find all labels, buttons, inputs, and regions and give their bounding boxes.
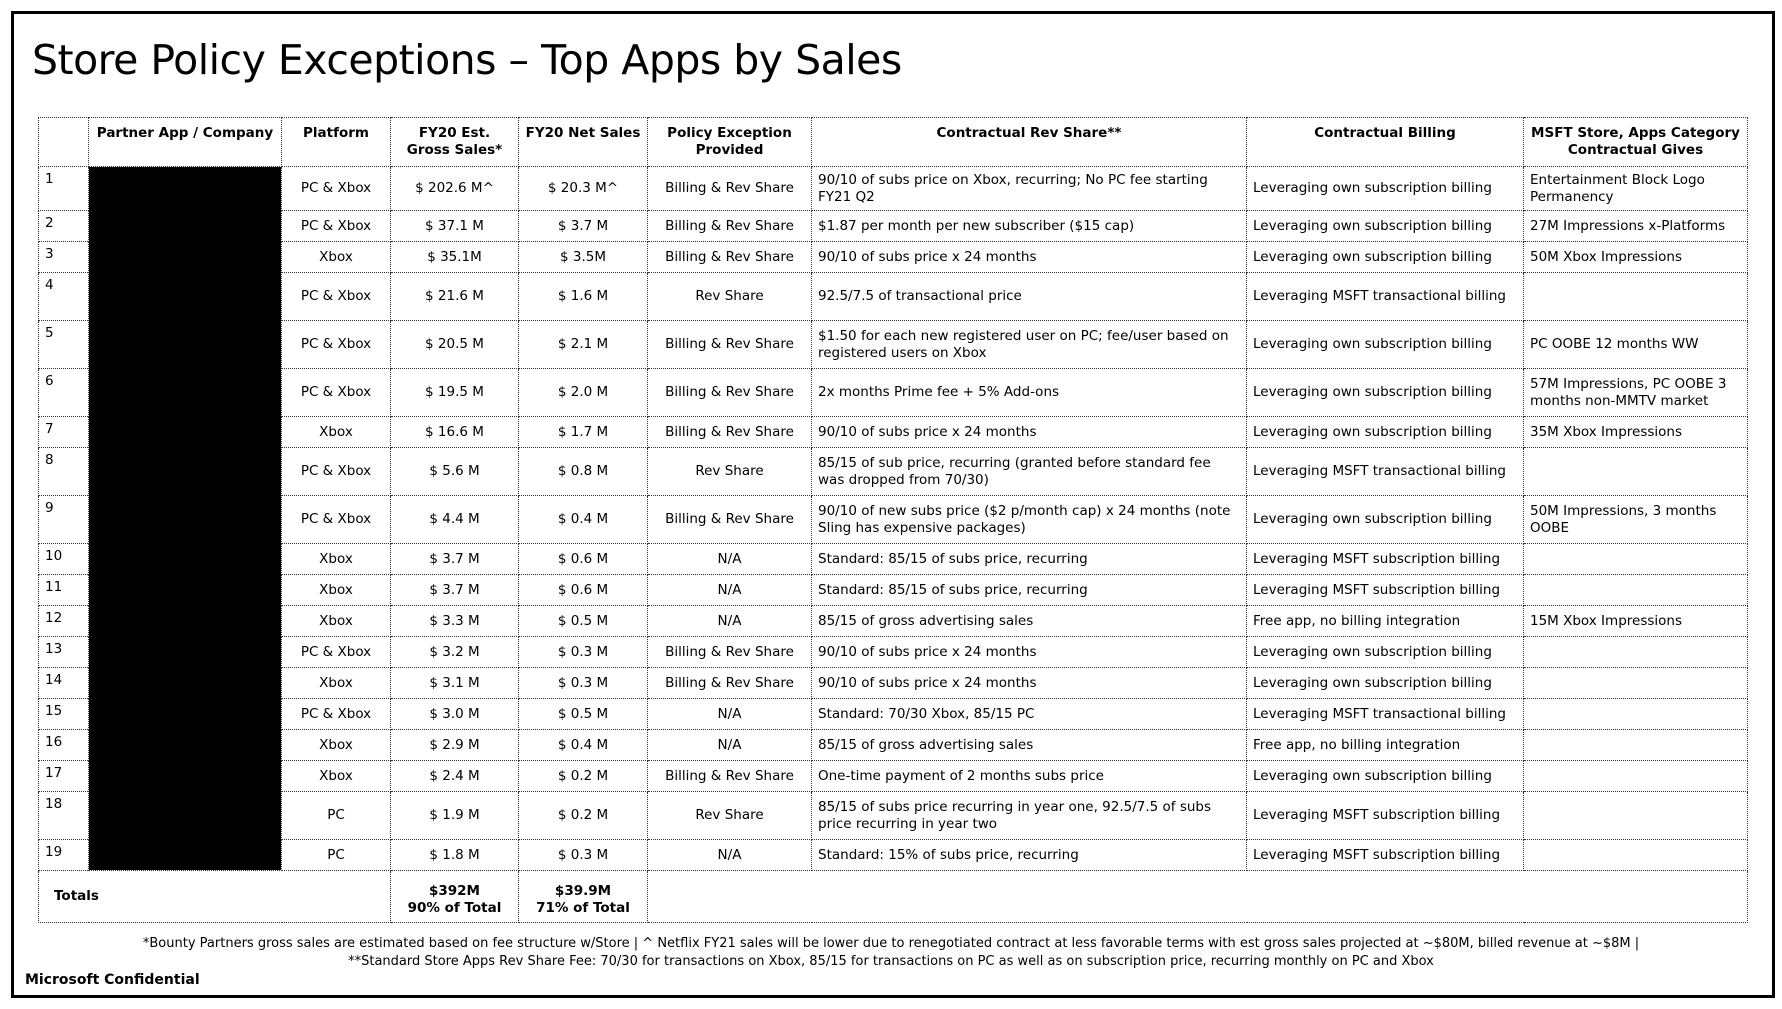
row-number: 3	[39, 242, 89, 273]
gives-cell: Entertainment Block Logo Permanency	[1524, 167, 1748, 211]
table-row	[39, 699, 1748, 730]
row-number: 8	[39, 448, 89, 496]
gross-sales-cell: $ 35.1M	[391, 242, 519, 273]
platform-cell: PC & Xbox	[282, 167, 391, 211]
header-gives: MSFT Store, Apps Category Contractual Gives	[1524, 118, 1748, 167]
policy-exception-cell: Billing & Rev Share	[648, 417, 812, 448]
table-row	[39, 792, 1748, 840]
gives-cell	[1524, 792, 1748, 840]
net-sales-cell: $ 20.3 M^	[519, 167, 648, 211]
policy-exception-cell: Billing & Rev Share	[648, 637, 812, 668]
gross-sales-cell: $ 2.4 M	[391, 761, 519, 792]
gives-cell	[1524, 730, 1748, 761]
gives-cell	[1524, 448, 1748, 496]
gives-cell: 27M Impressions x-Platforms	[1524, 211, 1748, 242]
net-sales-cell: $ 0.4 M	[519, 496, 648, 544]
rev-share-cell: 92.5/7.5 of transactional price	[812, 273, 1247, 321]
gives-cell	[1524, 761, 1748, 792]
policy-exception-cell: N/A	[648, 606, 812, 637]
table-row	[39, 273, 1748, 321]
row-number: 5	[39, 321, 89, 369]
header-net-sales: FY20 Net Sales	[519, 118, 648, 167]
table-row	[39, 544, 1748, 575]
platform-cell: Xbox	[282, 668, 391, 699]
gives-cell: 50M Xbox Impressions	[1524, 242, 1748, 273]
gross-sales-cell: $ 4.4 M	[391, 496, 519, 544]
rev-share-cell: 85/15 of gross advertising sales	[812, 606, 1247, 637]
platform-cell: PC & Xbox	[282, 321, 391, 369]
policy-exception-cell: Billing & Rev Share	[648, 167, 812, 211]
gross-sales-cell: $ 2.9 M	[391, 730, 519, 761]
policy-exception-cell: N/A	[648, 575, 812, 606]
net-sales-cell: $ 2.0 M	[519, 369, 648, 417]
policy-exception-cell: Rev Share	[648, 273, 812, 321]
billing-cell: Leveraging MSFT transactional billing	[1247, 448, 1524, 496]
totals-gross	[391, 871, 519, 923]
platform-cell: PC & Xbox	[282, 699, 391, 730]
billing-cell: Leveraging own subscription billing	[1247, 369, 1524, 417]
rev-share-cell: 2x months Prime fee + 5% Add-ons	[812, 369, 1247, 417]
platform-cell: Xbox	[282, 606, 391, 637]
row-number: 6	[39, 369, 89, 417]
billing-cell: Leveraging own subscription billing	[1247, 417, 1524, 448]
billing-cell: Leveraging own subscription billing	[1247, 242, 1524, 273]
platform-cell: PC	[282, 792, 391, 840]
rev-share-cell: Standard: 85/15 of subs price, recurring	[812, 544, 1247, 575]
row-number: 14	[39, 668, 89, 699]
table-row	[39, 369, 1748, 417]
table-row	[39, 211, 1748, 242]
table-row	[39, 668, 1748, 699]
net-sales-cell: $ 2.1 M	[519, 321, 648, 369]
net-sales-cell: $ 1.6 M	[519, 273, 648, 321]
rev-share-cell: 90/10 of subs price x 24 months	[812, 417, 1247, 448]
gross-sales-cell: $ 3.2 M	[391, 637, 519, 668]
gross-sales-cell: $ 20.5 M	[391, 321, 519, 369]
header-gross-sales: FY20 Est. Gross Sales*	[391, 118, 519, 167]
row-number: 13	[39, 637, 89, 668]
gives-cell: 35M Xbox Impressions	[1524, 417, 1748, 448]
row-number: 2	[39, 211, 89, 242]
net-sales-cell: $ 0.8 M	[519, 448, 648, 496]
net-sales-cell: $ 1.7 M	[519, 417, 648, 448]
rev-share-cell: 90/10 of subs price x 24 months	[812, 668, 1247, 699]
policy-exception-cell: Billing & Rev Share	[648, 369, 812, 417]
platform-cell: Xbox	[282, 761, 391, 792]
gross-sales-cell: $ 5.6 M	[391, 448, 519, 496]
gross-sales-cell: $ 16.6 M	[391, 417, 519, 448]
billing-cell: Leveraging own subscription billing	[1247, 496, 1524, 544]
row-number: 9	[39, 496, 89, 544]
header-num	[39, 118, 89, 167]
policy-exception-cell: N/A	[648, 699, 812, 730]
platform-cell: PC & Xbox	[282, 496, 391, 544]
row-number: 17	[39, 761, 89, 792]
billing-cell: Free app, no billing integration	[1247, 730, 1524, 761]
rev-share-cell: 90/10 of subs price on Xbox, recurring; No PC fee starting FY21 Q2	[812, 167, 1247, 211]
table-row	[39, 496, 1748, 544]
net-sales-cell: $ 0.3 M	[519, 668, 648, 699]
policy-exception-cell: N/A	[648, 840, 812, 871]
row-number: 18	[39, 792, 89, 840]
gives-cell: 50M Impressions, 3 months OOBE	[1524, 496, 1748, 544]
policy-exception-cell: Rev Share	[648, 448, 812, 496]
confidential-label: Microsoft Confidential	[25, 972, 200, 988]
row-number: 1	[39, 167, 89, 211]
policy-exception-cell: Billing & Rev Share	[648, 242, 812, 273]
net-sales-cell: $ 3.7 M	[519, 211, 648, 242]
billing-cell: Leveraging own subscription billing	[1247, 211, 1524, 242]
rev-share-cell: Standard: 15% of subs price, recurring	[812, 840, 1247, 871]
net-sales-cell: $ 0.2 M	[519, 792, 648, 840]
rev-share-cell: 90/10 of subs price x 24 months	[812, 242, 1247, 273]
billing-cell: Leveraging MSFT subscription billing	[1247, 575, 1524, 606]
row-number: 11	[39, 575, 89, 606]
page-title: Store Policy Exceptions – Top Apps by Sales	[32, 36, 902, 84]
rev-share-cell: 85/15 of subs price recurring in year one, 92.5/7.5 of subs price recurring in year two	[812, 792, 1247, 840]
redacted-partner-column	[89, 167, 282, 871]
platform-cell: Xbox	[282, 242, 391, 273]
totals-row	[39, 871, 1748, 923]
net-sales-cell: $ 0.2 M	[519, 761, 648, 792]
gross-sales-cell: $ 202.6 M^	[391, 167, 519, 211]
footnote-1: *Bounty Partners gross sales are estimated based on fee structure w/Store | ^ Netflix FY21 sales will be lower due to renegotiated contract at less favorable terms with est gross sales projected at ~$80M, billed revenue at ~$8M |	[142, 936, 1640, 951]
rev-share-cell: Standard: 85/15 of subs price, recurring	[812, 575, 1247, 606]
row-number: 16	[39, 730, 89, 761]
policy-exception-cell: Billing & Rev Share	[648, 321, 812, 369]
gives-cell	[1524, 668, 1748, 699]
gross-sales-cell: $ 3.1 M	[391, 668, 519, 699]
billing-cell: Leveraging MSFT transactional billing	[1247, 273, 1524, 321]
policy-exception-cell: N/A	[648, 730, 812, 761]
rev-share-cell: 85/15 of gross advertising sales	[812, 730, 1247, 761]
platform-cell: PC & Xbox	[282, 369, 391, 417]
gives-cell: 57M Impressions, PC OOBE 3 months non-MMTV market	[1524, 369, 1748, 417]
policy-exception-cell: Billing & Rev Share	[648, 496, 812, 544]
gives-cell	[1524, 637, 1748, 668]
platform-cell: PC	[282, 840, 391, 871]
platform-cell: PC & Xbox	[282, 211, 391, 242]
totals-gross-pct: 90% of Total	[407, 899, 502, 916]
billing-cell: Leveraging own subscription billing	[1247, 637, 1524, 668]
net-sales-cell: $ 0.4 M	[519, 730, 648, 761]
table-row	[39, 761, 1748, 792]
net-sales-cell: $ 3.5M	[519, 242, 648, 273]
totals-net	[519, 871, 648, 923]
table-row	[39, 167, 1748, 211]
rev-share-cell: 90/10 of new subs price ($2 p/month cap) x 24 months (note Sling has expensive packages)	[812, 496, 1247, 544]
platform-cell: Xbox	[282, 575, 391, 606]
table-row	[39, 840, 1748, 871]
billing-cell: Leveraging MSFT subscription billing	[1247, 792, 1524, 840]
table-body	[39, 167, 1748, 871]
table-row	[39, 575, 1748, 606]
policy-exception-cell: N/A	[648, 544, 812, 575]
rev-share-cell: $1.87 per month per new subscriber ($15 cap)	[812, 211, 1247, 242]
platform-cell: Xbox	[282, 417, 391, 448]
policy-exception-cell: Billing & Rev Share	[648, 761, 812, 792]
gives-cell: PC OOBE 12 months WW	[1524, 321, 1748, 369]
platform-cell: PC & Xbox	[282, 448, 391, 496]
row-number: 15	[39, 699, 89, 730]
table-row	[39, 606, 1748, 637]
row-number: 10	[39, 544, 89, 575]
gross-sales-cell: $ 19.5 M	[391, 369, 519, 417]
billing-cell: Free app, no billing integration	[1247, 606, 1524, 637]
net-sales-cell: $ 0.3 M	[519, 637, 648, 668]
policy-exceptions-table	[38, 117, 1748, 923]
gives-cell	[1524, 840, 1748, 871]
totals-net-value: $39.9M	[554, 882, 612, 899]
gross-sales-cell: $ 3.7 M	[391, 544, 519, 575]
net-sales-cell: $ 0.3 M	[519, 840, 648, 871]
gives-cell	[1524, 544, 1748, 575]
header-policy-exception: Policy Exception Provided	[648, 118, 812, 167]
gross-sales-cell: $ 3.0 M	[391, 699, 519, 730]
rev-share-cell: Standard: 70/30 Xbox, 85/15 PC	[812, 699, 1247, 730]
header-row	[39, 118, 1748, 167]
table-row	[39, 637, 1748, 668]
table-row	[39, 242, 1748, 273]
rev-share-cell: 85/15 of sub price, recurring (granted before standard fee was dropped from 70/30)	[812, 448, 1247, 496]
row-number: 12	[39, 606, 89, 637]
row-number: 4	[39, 273, 89, 321]
row-number: 19	[39, 840, 89, 871]
gross-sales-cell: $ 37.1 M	[391, 211, 519, 242]
footnote-2: **Standard Store Apps Rev Share Fee: 70/30 for transactions on Xbox, 85/15 for transactions on PC as well as on subscription price, recurring monthly on PC and Xbox	[348, 954, 1434, 969]
gives-cell	[1524, 273, 1748, 321]
table-row	[39, 417, 1748, 448]
header-platform: Platform	[282, 118, 391, 167]
gives-cell: 15M Xbox Impressions	[1524, 606, 1748, 637]
header-partner: Partner App / Company	[89, 118, 282, 167]
platform-cell: PC & Xbox	[282, 273, 391, 321]
totals-gross-value: $392M	[428, 882, 480, 899]
gross-sales-cell: $ 1.9 M	[391, 792, 519, 840]
billing-cell: Leveraging own subscription billing	[1247, 321, 1524, 369]
totals-label: Totals	[39, 871, 391, 923]
rev-share-cell: 90/10 of subs price x 24 months	[812, 637, 1247, 668]
net-sales-cell: $ 0.6 M	[519, 575, 648, 606]
rev-share-cell: $1.50 for each new registered user on PC; fee/user based on registered users on Xbox	[812, 321, 1247, 369]
rev-share-cell: One-time payment of 2 months subs price	[812, 761, 1247, 792]
gross-sales-cell: $ 21.6 M	[391, 273, 519, 321]
header-billing: Contractual Billing	[1247, 118, 1524, 167]
totals-net-pct: 71% of Total	[536, 899, 630, 916]
policy-exception-cell: Rev Share	[648, 792, 812, 840]
platform-cell: Xbox	[282, 730, 391, 761]
net-sales-cell: $ 0.5 M	[519, 606, 648, 637]
billing-cell: Leveraging MSFT subscription billing	[1247, 544, 1524, 575]
table-row	[39, 321, 1748, 369]
billing-cell: Leveraging own subscription billing	[1247, 668, 1524, 699]
net-sales-cell: $ 0.6 M	[519, 544, 648, 575]
policy-exception-cell: Billing & Rev Share	[648, 668, 812, 699]
billing-cell: Leveraging own subscription billing	[1247, 761, 1524, 792]
net-sales-cell: $ 0.5 M	[519, 699, 648, 730]
platform-cell: PC & Xbox	[282, 637, 391, 668]
gross-sales-cell: $ 3.3 M	[391, 606, 519, 637]
gross-sales-cell: $ 1.8 M	[391, 840, 519, 871]
billing-cell: Leveraging MSFT subscription billing	[1247, 840, 1524, 871]
table-row	[39, 448, 1748, 496]
billing-cell: Leveraging MSFT transactional billing	[1247, 699, 1524, 730]
gross-sales-cell: $ 3.7 M	[391, 575, 519, 606]
row-number: 7	[39, 417, 89, 448]
table-row	[39, 730, 1748, 761]
header-rev-share: Contractual Rev Share**	[812, 118, 1247, 167]
platform-cell: Xbox	[282, 544, 391, 575]
gives-cell	[1524, 699, 1748, 730]
gives-cell	[1524, 575, 1748, 606]
totals-blank	[648, 871, 1748, 923]
billing-cell: Leveraging own subscription billing	[1247, 167, 1524, 211]
policy-exception-cell: Billing & Rev Share	[648, 211, 812, 242]
